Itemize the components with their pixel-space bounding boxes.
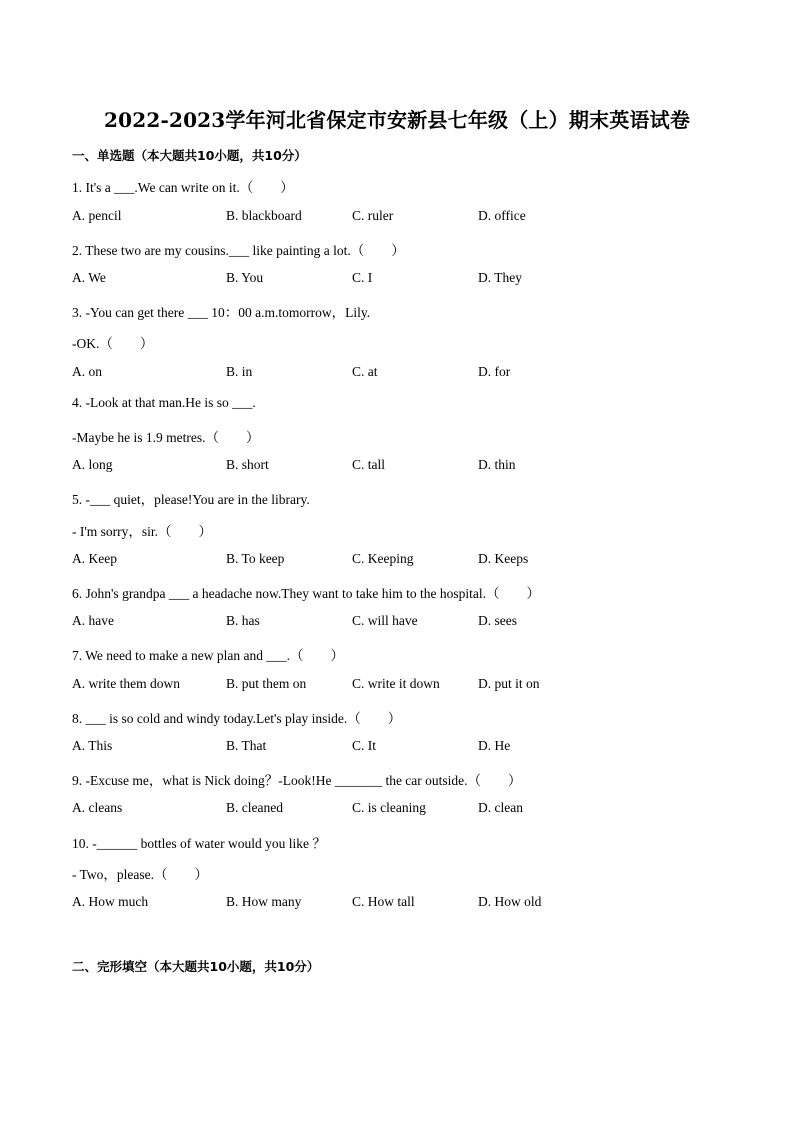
option-d: D. How old [478, 894, 542, 909]
question-7-text: 7. We need to make a new plan and ___.（ ） [72, 648, 344, 663]
option-c: C. will have [352, 613, 418, 628]
option-d: D. Keeps [478, 551, 529, 566]
question-1-text: 1. It's a ___.We can write on it.（ ） [72, 180, 294, 195]
question-6-options [72, 613, 732, 631]
question-9-text: 9. -Excuse me，what is Nick doing？-Look!He _______ the car outside.（ ） [72, 773, 522, 788]
question-2-options [72, 270, 732, 288]
section-heading-cloze: 二、完形填空（本大题共10小题，共10分） [72, 959, 320, 974]
section-heading-single-choice: 一、单选题（本大题共10小题，共10分） [72, 148, 307, 163]
option-c: C. I [352, 270, 373, 285]
option-a: A. This [72, 738, 113, 753]
option-a: A. cleans [72, 800, 123, 815]
question-4-text: 4. -Look at that man.He is so ___. [72, 395, 256, 410]
question-10-text: 10. -______ bottles of water would you like ？ [72, 836, 326, 851]
option-b: B. That [226, 738, 267, 753]
option-a: A. write them down [72, 676, 180, 691]
option-b: B. short [226, 457, 269, 472]
option-c: C. How tall [352, 894, 415, 909]
question-8-text: 8. ___ is so cold and windy today.Let's play inside.（ ） [72, 711, 402, 726]
option-c: C. at [352, 364, 378, 379]
question-1-options [72, 208, 732, 226]
option-a: A. We [72, 270, 106, 285]
option-c: C. write it down [352, 676, 440, 691]
option-a: A. How much [72, 894, 149, 909]
question-5-options [72, 551, 732, 569]
question-4-text-line-2: -Maybe he is 1.9 metres.（ ） [72, 430, 260, 445]
option-b: B. To keep [226, 551, 285, 566]
option-b: B. blackboard [226, 208, 302, 223]
option-c: C. tall [352, 457, 385, 472]
option-a: A. long [72, 457, 113, 472]
option-b: B. has [226, 613, 260, 628]
option-c: C. ruler [352, 208, 394, 223]
question-8-options [72, 738, 732, 756]
option-b: B. in [226, 364, 253, 379]
option-d: D. sees [478, 613, 517, 628]
option-b: B. put them on [226, 676, 307, 691]
question-3-text: 3. -You can get there ___ 10：00 a.m.tomorrow，Lily. [72, 305, 371, 320]
option-a: A. Keep [72, 551, 117, 566]
option-a: A. have [72, 613, 114, 628]
option-b: B. You [226, 270, 264, 285]
option-d: D. for [478, 364, 511, 379]
option-b: B. How many [226, 894, 302, 909]
option-d: D. He [478, 738, 511, 753]
option-d: D. thin [478, 457, 516, 472]
question-10-options [72, 894, 732, 912]
page-title: 2022-2023学年河北省保定市安新县七年级（上）期末英语试卷 [103, 108, 691, 132]
question-5-text-line-2: - I'm sorry，sir.（ ） [72, 524, 213, 539]
option-d: D. They [478, 270, 522, 285]
option-d: D. clean [478, 800, 523, 815]
question-7-options [72, 676, 732, 694]
option-c: C. Keeping [352, 551, 414, 566]
question-5-text: 5. -___ quiet，please!You are in the library. [72, 492, 310, 507]
option-d: D. put it on [478, 676, 540, 691]
option-b: B. cleaned [226, 800, 283, 815]
option-c: C. It [352, 738, 377, 753]
option-a: A. on [72, 364, 102, 379]
question-6-text: 6. John's grandpa ___ a headache now.They want to take him to the hospital.（ ） [72, 586, 540, 601]
option-d: D. office [478, 208, 526, 223]
question-2-text: 2. These two are my cousins.___ like painting a lot.（ ） [72, 243, 405, 258]
question-4-options [72, 457, 732, 475]
question-10-text-line-2: - Two，please.（ ） [72, 867, 209, 882]
question-3-text-line-2: -OK.（ ） [72, 336, 154, 351]
question-9-options [72, 800, 732, 818]
question-3-options [72, 364, 732, 382]
option-a: A. pencil [72, 208, 122, 223]
option-c: C. is cleaning [352, 800, 426, 815]
